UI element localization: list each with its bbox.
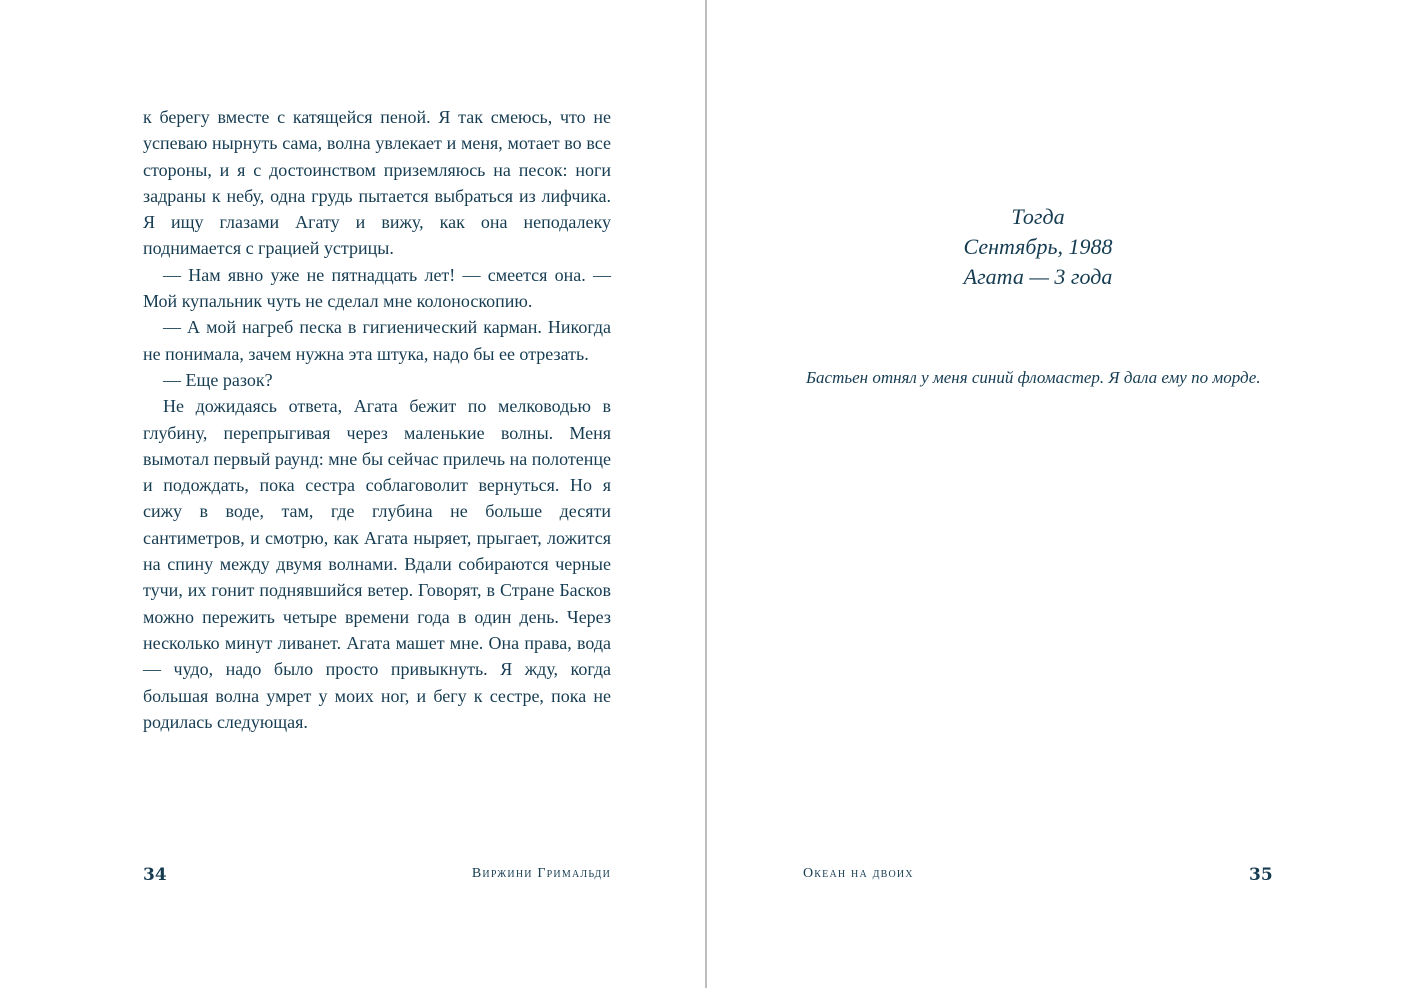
chapter-heading-line: Тогда bbox=[1011, 204, 1065, 229]
paragraph: Не дожидаясь ответа, Агата бежит по мелководью в глубину, перепрыгивая через маленькие волны. Меня вымотал первый раунд: мне бы сейчас прилечь на полотенце и подождать, пока сестра соблаговолит вернуться. Но я сижу в воде, там, где глубина не больше десяти сантиметров, и смотрю, как Агата ныряет, прыгает, ложится на спину между двумя волнами. Вдали собираются черные тучи, их гонит поднявшийся ветер. Говорят, в Стране Басков можно пережить четыре времени года в один день. Через несколько минут ливанет. Агата машет мне. Она права, вода — чудо, надо было просто привыкнуть. Я жду, когда большая волна умрет у моих ног, и бегу к сестре, пока не родилась следующая. bbox=[143, 396, 611, 732]
right-page-number: 35 bbox=[1249, 865, 1273, 885]
left-page-number: 34 bbox=[143, 865, 167, 885]
left-running-head: Виржини Гримальди bbox=[471, 866, 611, 881]
left-page-body-text bbox=[143, 104, 611, 735]
chapter-heading-line: Сентябрь, 1988 bbox=[963, 234, 1113, 259]
paragraph: — Еще разок? bbox=[163, 369, 273, 390]
page-gutter-divider bbox=[705, 0, 707, 988]
paragraph: — А мой нагреб песка в гигиенический карман. Никогда не понимала, зачем нужна эта штука, надо бы ее отрезать. bbox=[143, 317, 611, 364]
paragraph: к берегу вместе с катящейся пеной. Я так смеюсь, что не успеваю нырнуть сама, волна увлекает и меня, мотает во все стороны, и я с достоинством приземляюсь на песок: ноги задраны к небу, одна грудь пытается выбраться из лифчика. Я ищу глазами Агату и вижу, как она неподалеку поднимается с грацией устрицы. bbox=[143, 107, 611, 259]
epigraph: Бастьен отнял у меня синий фломастер. Я дала ему по морде. bbox=[806, 368, 1261, 387]
chapter-heading bbox=[806, 202, 1270, 292]
right-running-head: Океан на двоих bbox=[803, 866, 914, 881]
paragraph: — Нам явно уже не пятнадцать лет! — смеется она. — Мой купальник чуть не сделал мне колоноскопию. bbox=[143, 264, 611, 312]
chapter-heading-line: Агата — 3 года bbox=[963, 264, 1113, 289]
